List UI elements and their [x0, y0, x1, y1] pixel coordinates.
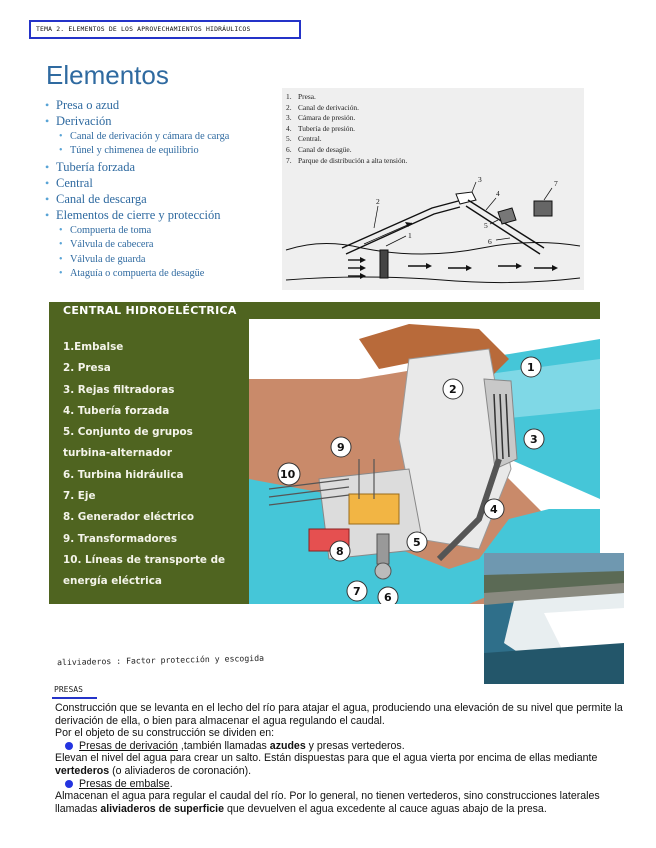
- list-item: • Compuerta de toma: [44, 224, 284, 239]
- central-list-panel: [49, 319, 249, 604]
- diagram-callout-1: 1: [408, 231, 412, 240]
- list-item: 4. Tubería forzada: [63, 404, 170, 417]
- list-item: 10. Líneas de transporte de: [63, 553, 226, 566]
- list-item: 2. Presa: [63, 362, 111, 375]
- section-heading-presas: PRESAS: [54, 685, 83, 694]
- slide-title: Elementos: [46, 60, 169, 90]
- list-item: • Central: [44, 175, 284, 191]
- legend-item: 6. Canal de desagüe.: [286, 144, 352, 154]
- central-callout-4: 4: [490, 503, 498, 516]
- list-item: Presas de derivación ,también llamadas azudes y presas vertederos.: [55, 740, 625, 753]
- legend-item: 1. Presa.: [286, 92, 316, 101]
- legend-item: 5. Central.: [286, 134, 322, 144]
- paragraph: Elevan el nivel del agua para crear un salto. Están dispuestas para que el agua vierta por encima de ellas mediante vertederos (o aliviaderos de coronación).: [55, 752, 598, 777]
- list-item: 6. Turbina hidráulica: [63, 468, 184, 481]
- list-item: Presas de embalse.: [55, 778, 625, 791]
- central-callout-5: 5: [413, 536, 421, 549]
- central-callout-6: 6: [384, 591, 392, 604]
- list-item: • Túnel y chimenea de equilibrio: [44, 144, 284, 159]
- list-item: 9. Transformadores: [63, 532, 178, 545]
- list-item: • Derivación: [44, 113, 284, 129]
- central-title: CENTRAL HIDROELÉCTRICA: [49, 302, 600, 319]
- legend-item: 3. Cámara de presión.: [286, 113, 356, 123]
- presas-body: [55, 702, 625, 815]
- legend-item: 4. Tubería de presión.: [286, 123, 355, 133]
- elementos-list: [44, 97, 284, 282]
- paragraph: Almacenan el agua para regular el caudal del río. Por lo general, no tienen vertederos, sino construcciones laterales llamadas aliviaderos de superficie que devuelven el agua excedente al cauce aguas abajo de la presa.: [55, 790, 600, 815]
- list-item: • Canal de derivación y cámara de carga: [44, 130, 284, 145]
- embalse-title: Presas de embalse: [79, 777, 170, 790]
- list-item: • Válvula de cabecera: [44, 238, 284, 253]
- list-item: turbina-alternador: [63, 447, 173, 460]
- central-legend-list: [63, 337, 225, 593]
- central-callout-7: 7: [353, 585, 361, 598]
- diagram-callout-7: 7: [554, 179, 558, 188]
- hydro-elements-diagram: [282, 88, 584, 290]
- central-callout-10: 10: [280, 468, 296, 481]
- diagram-callout-4: 4: [496, 189, 500, 198]
- list-item: 8. Generador eléctrico: [63, 511, 195, 524]
- diagram-callout-6: 6: [488, 237, 492, 246]
- topic-header-box: [29, 20, 301, 39]
- central-callout-8: 8: [336, 545, 344, 558]
- list-item: 7. Eje: [63, 490, 96, 503]
- list-item: • Presa o azud: [44, 97, 284, 113]
- list-item: • Tubería forzada: [44, 159, 284, 175]
- diagram-callout-3: 3: [478, 175, 482, 184]
- list-item: • Ataguía o compuerta de desagüe: [44, 267, 284, 282]
- central-callout-9: 9: [337, 441, 345, 454]
- list-item: • Canal de descarga: [44, 191, 284, 207]
- diagram-callout-5: 5: [484, 221, 488, 230]
- legend-item: 2. Canal de derivación.: [286, 102, 359, 112]
- spillway-photo: [484, 553, 624, 684]
- bullet-dot: [65, 780, 73, 788]
- spillway-photo-drawing: [484, 553, 624, 684]
- list-item: 1.Embalse: [63, 341, 124, 353]
- central-callout-1: 1: [527, 361, 535, 374]
- list-item: 3. Rejas filtradoras: [63, 383, 175, 396]
- bullet-dot: [65, 742, 73, 750]
- list-item: • Elementos de cierre y protección: [44, 207, 284, 223]
- legend-item: 7. Parque de distribución a alta tensión.: [286, 155, 408, 165]
- list-item: • Válvula de guarda: [44, 253, 284, 268]
- derivacion-title: Presas de derivación: [79, 739, 178, 752]
- elementos-slide: [44, 60, 284, 292]
- paragraph: Por el objeto de su construcción se dividen en:: [55, 727, 275, 740]
- paragraph: Construcción que se levanta en el lecho del río para atajar el agua, produciendo una elevación de su nivel que permite la derivación de ella, o bien para almacenar el agua regulando el caudal.: [55, 702, 623, 727]
- list-item: energía eléctrica: [63, 575, 162, 588]
- handwritten-note: aliviaderos : Factor protección y escogida: [56, 652, 265, 668]
- list-item: 5. Conjunto de grupos: [63, 426, 193, 439]
- heading-underline: [52, 697, 97, 699]
- central-callout-3: 3: [530, 433, 538, 446]
- diagram-legend: [286, 92, 407, 166]
- diagram-callout-2: 2: [376, 197, 380, 206]
- topic-label: TEMA 2. ELEMENTOS DE LOS APROVECHAMIENTOS HIDRÁULICOS: [36, 25, 251, 33]
- central-callout-2: 2: [449, 383, 457, 396]
